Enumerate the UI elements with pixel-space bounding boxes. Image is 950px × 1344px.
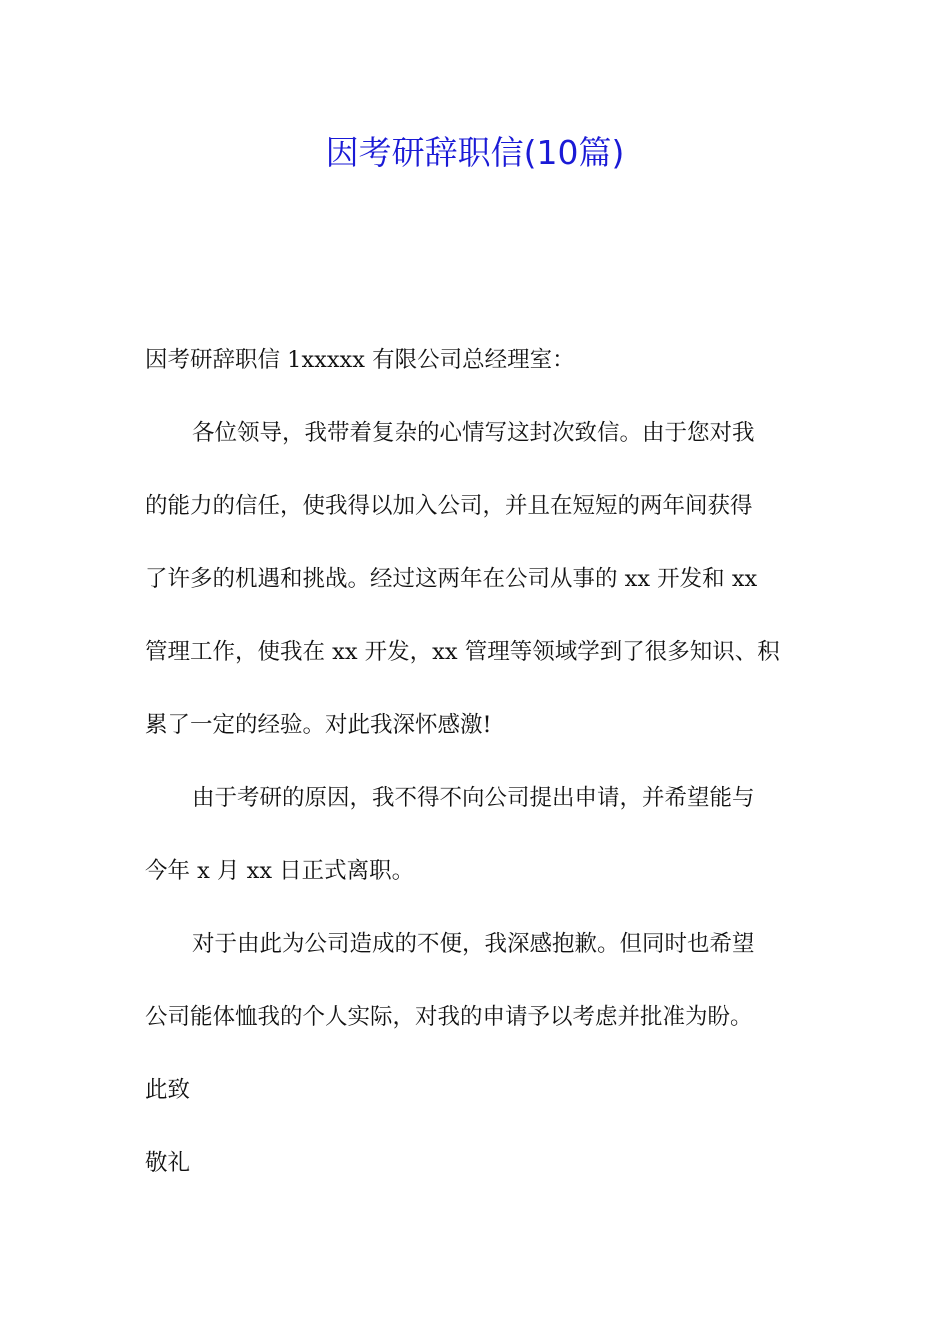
paragraph-3-line-1: 对于由此为公司造成的不便，我深感抱歉。但同时也希望 — [192, 931, 755, 957]
closing-line-2: 敬礼 — [145, 1150, 191, 1176]
document-title: 因考研辞职信(10篇) — [325, 133, 625, 172]
paragraph-1-line-2: 的能力的信任，使我得以加入公司，并且在短短的两年间获得 — [145, 493, 753, 519]
paragraph-3-line-2: 公司能体恤我的个人实际，对我的申请予以考虑并批准为盼。 — [145, 1004, 753, 1030]
paragraph-2-line-1: 由于考研的原因，我不得不向公司提出申请，并希望能与 — [192, 785, 755, 811]
paragraph-1-line-3: 了许多的机遇和挑战。经过这两年在公司从事的 xx 开发和 xx — [145, 566, 758, 592]
closing-line-1: 此致 — [145, 1077, 191, 1103]
paragraph-1-line-4: 管理工作，使我在 xx 开发，xx 管理等领域学到了很多知识、积 — [145, 639, 780, 665]
salutation-line: 因考研辞职信 1xxxxx 有限公司总经理室： — [145, 347, 575, 373]
paragraph-2-line-2: 今年 x 月 xx 日正式离职。 — [145, 858, 415, 884]
paragraph-1-line-5: 累了一定的经验。对此我深怀感激! — [145, 712, 492, 738]
letter-body — [145, 330, 807, 1206]
paragraph-1-line-1: 各位领导，我带着复杂的心情写这封次致信。由于您对我 — [192, 420, 755, 446]
